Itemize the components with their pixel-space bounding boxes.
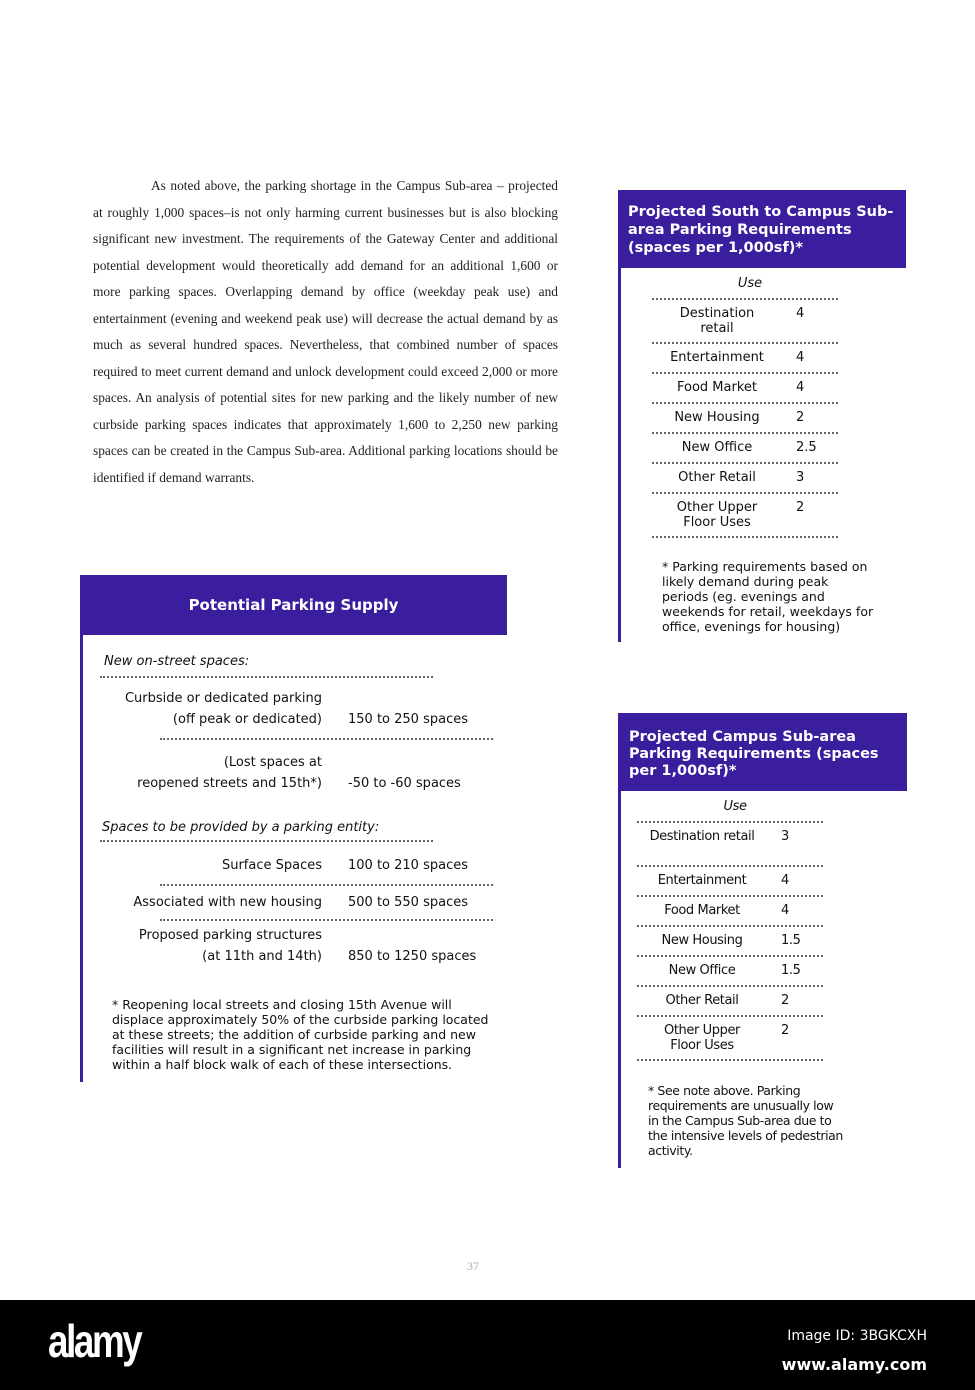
body-text: As noted above, the parking shortage in the Campus Sub-area – projected at roughly 1,000 spaces–is not only harming current businesses but is also blocking significant new investment. The requirements of the Gateway Center and additional potential development would theoretically add demand for an additional 1,600 or more parking spaces. Overlapping demand by office (weekday peak use) and entertainment (evening and weekend peak use) will decrease the actual demand by as much as several hundred spaces. Nevertheless, that combined number of spaces required to meet current demand and unlock development could exceed 2,000 or more spaces. An analysis of potential sites for new parking and the likely number of new curbside parking spaces indicates that approximately 1,600 to 2,250 new parking spaces can be created in the Campus Sub-area. Additional parking locations should be identified if demand warrants.	[93, 178, 558, 485]
image-id: Image ID: 3BGKCXH	[787, 1328, 927, 1344]
supply-row-2-label-b: reopened streets and 15th*)	[137, 776, 322, 791]
supply-row-3-label: Surface Spaces	[221, 858, 322, 873]
use-label: Other Retail	[678, 470, 756, 485]
supply-row-5-value: 850 to 1250 spaces	[348, 949, 477, 964]
use-label: Destination retail	[649, 829, 755, 844]
use-label: Other Upper Floor Uses	[663, 1023, 740, 1053]
supply-section-1: New on-street spaces:	[104, 654, 250, 669]
supply-row-5-label-b: (at 11th and 14th)	[202, 949, 322, 964]
use-value: 2.5	[796, 440, 817, 455]
supply-row-1-label-a: Curbside or dedicated parking	[124, 691, 322, 706]
use-label: New Office	[668, 963, 736, 978]
supply-row-4-value: 500 to 550 spaces	[348, 895, 468, 910]
campus-note: * See note above. Parking requirements are unusually low in the Campus Sub-area due to the intensive levels of pedestrian activity.	[648, 1083, 843, 1158]
use-value: 3	[781, 829, 789, 844]
use-label: Other Retail	[665, 993, 739, 1008]
alamy-logo: alamy	[48, 1315, 141, 1367]
supply-row-5-label-a: Proposed parking structures	[138, 928, 322, 943]
use-value: 4	[796, 306, 805, 321]
use-label: Food Market	[677, 380, 757, 395]
use-label: Entertainment	[670, 350, 764, 365]
use-header: Use	[723, 799, 747, 814]
use-label: New Housing	[661, 933, 743, 948]
watermark-bar	[0, 1300, 975, 1390]
supply-row-1-label-b: (off peak or dedicated)	[172, 712, 322, 727]
south-note: * Parking requirements based on likely demand during peak periods (eg. evenings and weekends for retail, weekdays for office, evenings for housing)	[662, 559, 874, 634]
supply-rule	[80, 635, 83, 1082]
use-label: Food Market	[664, 903, 740, 918]
south-header: Projected South to Campus Sub-area Parking Requirements (spaces per 1,000sf)*	[618, 190, 906, 268]
use-header: Use	[737, 276, 763, 291]
supply-row-2-label-a: (Lost spaces at	[223, 755, 322, 770]
use-value: 4	[781, 903, 789, 918]
supply-row-2-value: -50 to -60 spaces	[348, 776, 461, 791]
supply-section-2: Spaces to be provided by a parking entity:	[102, 820, 380, 835]
use-value: 4	[796, 380, 805, 395]
campus-header: Projected Campus Sub-area Parking Requirements (spaces per 1,000sf)*	[618, 713, 907, 791]
use-value: 2	[796, 410, 805, 425]
site-url: www.alamy.com	[781, 1355, 927, 1374]
use-value: 1.5	[781, 933, 801, 948]
south-rule	[618, 268, 621, 642]
use-value: 1.5	[781, 963, 801, 978]
use-label: Other Upper Floor Uses	[676, 500, 758, 530]
body-paragraph	[93, 173, 558, 491]
use-value: 2	[796, 500, 805, 515]
use-value: 3	[796, 470, 805, 485]
use-value: 2	[781, 993, 789, 1008]
supply-note: * Reopening local streets and closing 15th Avenue will displace approximately 50% of the curbside parking located at these streets; the addition of curbside parking and new facilities will result in a significant net increase in parking within a half block walk of each of these intersections.	[112, 997, 489, 1072]
use-value: 4	[781, 873, 789, 888]
supply-header: Potential Parking Supply	[80, 575, 507, 635]
use-label: New Office	[681, 440, 753, 455]
supply-row-3-value: 100 to 210 spaces	[348, 858, 468, 873]
use-label: Destination retail	[679, 306, 755, 336]
campus-rule	[618, 791, 621, 1168]
supply-row-1-value: 150 to 250 spaces	[348, 712, 468, 727]
page-number: 37	[467, 1259, 479, 1273]
use-value: 4	[796, 350, 805, 365]
supply-row-4-label: Associated with new housing	[133, 895, 322, 910]
use-label: New Housing	[674, 410, 760, 425]
use-label: Entertainment	[657, 873, 747, 888]
use-value: 2	[781, 1023, 789, 1038]
